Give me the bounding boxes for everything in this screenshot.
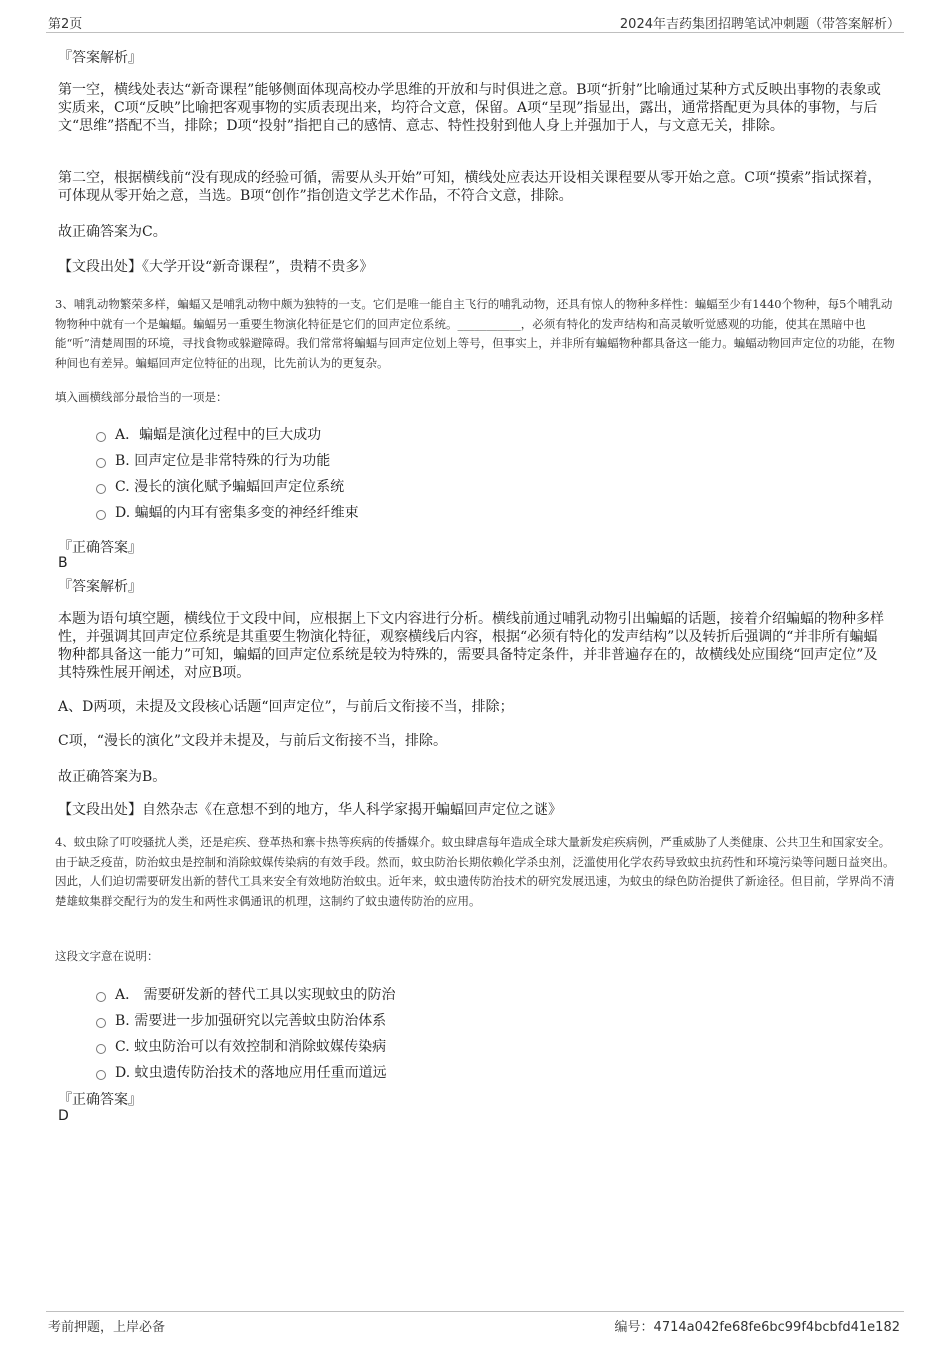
- document-id: 编号：4714a042fe68fe6bc99f4bcbfd41e182: [614, 1320, 900, 1335]
- option-label: A．蝙蝠是演化过程中的巨大成功: [115, 427, 322, 443]
- radio-icon[interactable]: [96, 458, 106, 468]
- analysis-mark: 『答案解析』: [58, 50, 142, 66]
- option-a[interactable]: [96, 424, 321, 444]
- analysis-paragraph: 第一空，横线处表达“新奇课程”能够侧面体现高校办学思维的开放和与时俱进之意。B项“折射”比喻通过某种方式反映出事物的表象或实质来，C项“反映”比喻把客观事物的实质表现出来，均符合文意，保留。A项“呈现”指显出，露出，通常搭配更为具体的事物，与后文“思维”搭配不当，排除；D项“投射”指把自己的感情、意志、特性投射到他人身上并强加于人，与文意无关，排除。: [58, 82, 881, 134]
- radio-icon[interactable]: [96, 992, 106, 1002]
- answer-conclusion: 故正确答案为C。: [58, 224, 167, 240]
- option-label: C. 漫长的演化赋予蝙蝠回声定位系统: [115, 479, 345, 495]
- option-label: D. 蝙蝠的内耳有密集多变的神经纤维束: [115, 505, 359, 521]
- correct-answer: D: [58, 1108, 69, 1124]
- analysis-paragraph: A、D两项，未提及文段核心话题“回声定位”，与前后文衔接不当，排除；: [58, 699, 514, 715]
- answer-conclusion: 故正确答案为B。: [58, 769, 167, 785]
- option-label: B. 需要进一步加强研究以完善蚊虫防治体系: [115, 1013, 387, 1029]
- page-header: [46, 10, 904, 33]
- footer-slogan: 考前押题，上岸必备: [48, 1320, 166, 1335]
- option-label: D. 蚊虫遗传防治技术的落地应用任重而道远: [115, 1065, 387, 1081]
- option-d[interactable]: [96, 502, 359, 522]
- radio-icon[interactable]: [96, 510, 106, 520]
- radio-icon[interactable]: [96, 1044, 106, 1054]
- radio-icon[interactable]: [96, 432, 106, 442]
- option-label: A． 需要研发新的替代工具以实现蚊虫的防治: [115, 987, 396, 1003]
- passage-source: 【文段出处】自然杂志《在意想不到的地方，华人科学家揭开蝙蝠回声定位之谜》: [58, 802, 562, 818]
- option-b[interactable]: [96, 1010, 386, 1030]
- option-label: C. 蚊虫防治可以有效控制和消除蚊媒传染病: [115, 1039, 387, 1055]
- option-c[interactable]: [96, 476, 344, 496]
- analysis-paragraph: 第二空，根据横线前“没有现成的经验可循，需要从头开始”可知，横线处应表达开设相关课程要从零开始之意。C项“摸索”指试探着，可体现从零开始之意，当选。B项“创作”指创造文学艺术作品，不符合文意，排除。: [58, 170, 882, 204]
- question-3-prompt: 填入画横线部分最恰当的一项是：: [55, 390, 228, 404]
- page-footer: [46, 1311, 904, 1336]
- correct-answer-mark: 『正确答案』: [58, 1092, 142, 1108]
- question-4-prompt: 这段文字意在说明：: [55, 949, 159, 963]
- analysis-paragraph: 本题为语句填空题，横线位于文段中间，应根据上下文内容进行分析。横线前通过哺乳动物引出蝙蝠的话题，接着介绍蝙蝠的物种多样性，并强调其回声定位系统是其重要生物演化特征，观察横线后内容，根据“必须有特化的发声结构”以及转折后强调的“并非所有蝙蝠物种都具备这一能力”可知，蝙蝠的回声定位系统是较为特殊的，需要具备特定条件，并非普遍存在的，故横线处应围绕“回声定位”及其特殊性展开阐述，对应B项。: [58, 611, 884, 681]
- correct-answer: B: [58, 555, 68, 571]
- option-a[interactable]: [96, 984, 396, 1004]
- option-label: B. 回声定位是非常特殊的行为功能: [115, 453, 331, 469]
- option-d[interactable]: [96, 1062, 387, 1082]
- document-title: 2024年吉药集团招聘笔试冲刺题（带答案解析）: [619, 17, 900, 32]
- radio-icon[interactable]: [96, 1070, 106, 1080]
- radio-icon[interactable]: [96, 1018, 106, 1028]
- option-b[interactable]: [96, 450, 330, 470]
- analysis-paragraph: C项，“漫长的演化”文段并未提及，与前后文衔接不当，排除。: [58, 733, 448, 749]
- passage-source: 【文段出处】《大学开设“新奇课程”，贵精不贵多》: [58, 259, 374, 275]
- page-number: 第2页: [48, 17, 83, 32]
- question-4-text: 4、蚊虫除了叮咬骚扰人类，还是疟疾、登革热和寨卡热等疾病的传播媒介。蚊虫肆虐每年造成全球大量新发疟疾病例，严重威胁了人类健康、公共卫生和国家安全。由于缺乏疫苗，防治蚊虫是控制和消除蚊媒传染病的有效手段。然而，蚊虫防治长期依赖化学杀虫剂，泛滥使用化学农药导致蚊虫抗药性和环境污染等问题日益突出。因此，人们迫切需要研发出新的替代工具来安全有效地防治蚊虫。近年来，蚊虫遗传防治技术的研究发展迅速，为蚊虫的绿色防治提供了新途径。但目前，学界尚不清楚雄蚊集群交配行为的发生和两性求偶通讯的机理，这制约了蚊虫遗传防治的应用。: [55, 835, 895, 908]
- radio-icon[interactable]: [96, 484, 106, 494]
- correct-answer-mark: 『正确答案』: [58, 540, 142, 556]
- question-3-text: 3、哺乳动物繁荣多样，蝙蝠又是哺乳动物中颇为独特的一支。它们是唯一能自主飞行的哺乳动物，还具有惊人的物种多样性：蝙蝠至少有1440个物种，每5个哺乳动物物种中就有一个是蝙蝠。蝙蝠另一重要生物演化特征是它们的回声定位系统。___________，必须有特化的发声结构和高灵敏听觉感观的功能，使其在黑暗中也能“听”清楚周围的环境，寻找食物或躲避障碍。我们常常将蝙蝠与回声定位划上等号，但事实上，并非所有蝙蝠物种都具备这一能力。蝙蝠动物回声定位的功能，在物种间也有差异。蝙蝠回声定位特征的出现，比先前认为的更复杂。: [55, 297, 895, 370]
- analysis-mark: 『答案解析』: [58, 579, 142, 595]
- option-c[interactable]: [96, 1036, 386, 1056]
